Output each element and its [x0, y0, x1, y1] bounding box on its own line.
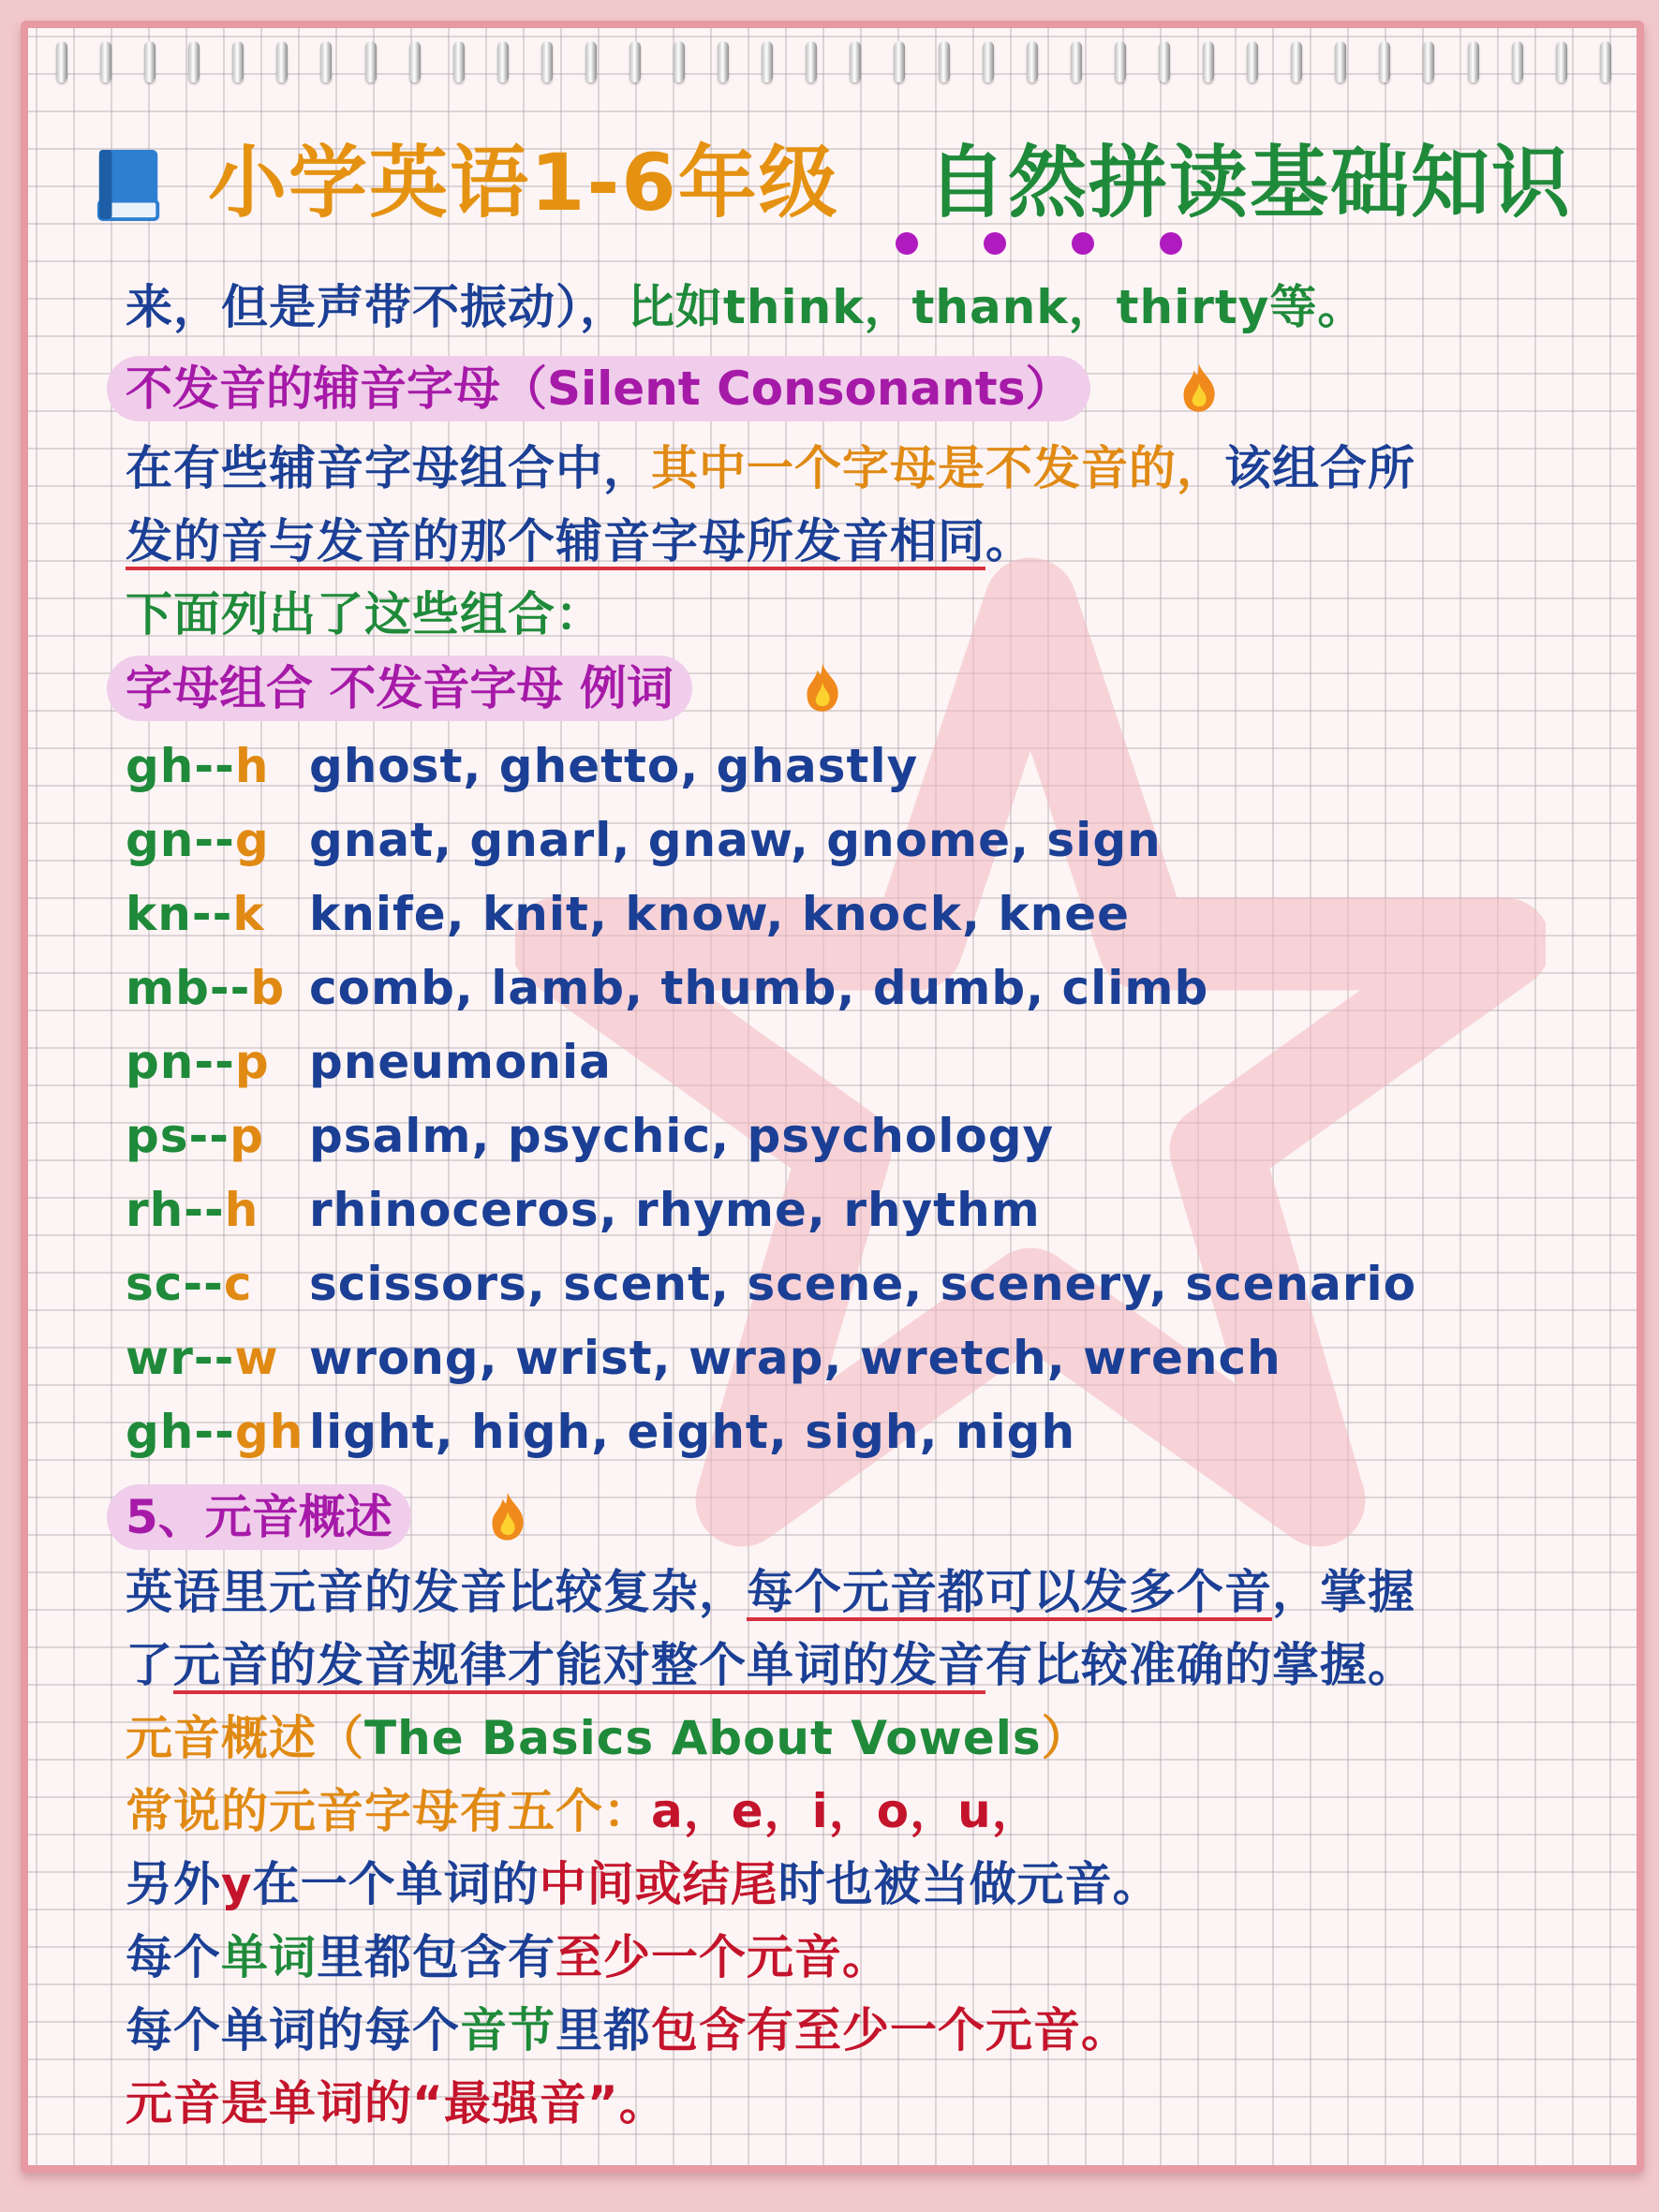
- title-grade: 小学英语1-6年级: [208, 137, 839, 229]
- letter-combination: gh--gh: [126, 1405, 304, 1459]
- list-item: [126, 880, 1130, 948]
- letter-combination: gn--g: [126, 813, 270, 867]
- list-item: [126, 1324, 1281, 1392]
- example-words: ghost, ghetto, ghastly: [309, 739, 919, 793]
- silent-letter: h: [224, 1183, 259, 1237]
- fire-icon: [802, 661, 843, 714]
- list-item: [126, 806, 1162, 874]
- y-vowel-line: 另外y在一个单词的中间或结尾时也被当做元音。: [126, 1857, 1161, 1911]
- letter-combination: kn--k: [126, 887, 265, 941]
- silent-consonants-heading: 不发音的辅音字母（Silent Consonants）: [107, 356, 1090, 421]
- letter-combination: rh--h: [126, 1183, 259, 1237]
- vowel-desc-line-1: 英语里元音的发音比较复杂，每个元音都可以发多个音，掌握: [126, 1565, 1415, 1619]
- vowel-heading: 5、元音概述: [107, 1484, 411, 1550]
- vowel-basics-line: 元音概述（The Basics About Vowels）: [126, 1711, 1089, 1765]
- list-item: [126, 732, 918, 800]
- silent-letter: p: [234, 1035, 270, 1089]
- silent-letter: p: [230, 1109, 264, 1163]
- notebook-page: [21, 21, 1644, 2173]
- fire-icon: [487, 1490, 528, 1542]
- vowel-desc-line-2: 了元音的发音规律才能对整个单词的发音有比较准确的掌握。: [126, 1638, 1415, 1692]
- list-item: [126, 1102, 1054, 1170]
- fire-icon: [1178, 361, 1220, 414]
- list-item: [126, 954, 1208, 1022]
- each-syllable-line: 每个单词的每个音节里都包含有至少一个元音。: [126, 2003, 1129, 2057]
- silent-letter: k: [232, 887, 265, 941]
- silent-letter: c: [223, 1257, 253, 1311]
- list-item: [126, 1028, 612, 1096]
- content: [28, 28, 1637, 2165]
- letter-combination: pn--p: [126, 1035, 270, 1089]
- letter-combination: ps--p: [126, 1109, 264, 1163]
- list-item: [126, 1250, 1416, 1318]
- example-words: light, high, eight, sigh, nigh: [309, 1405, 1076, 1459]
- example-words: psalm, psychic, psychology: [309, 1109, 1055, 1163]
- silent-desc-line-1: 在有些辅音字母组合中，其中一个字母是不发音的，该组合所: [126, 441, 1415, 495]
- table-header: 字母组合 不发音字母 例词: [107, 656, 692, 721]
- example-words: scissors, scent, scene, scenery, scenario: [309, 1257, 1417, 1311]
- example-words: knife, knit, know, knock, knee: [309, 887, 1131, 941]
- example-words: rhinoceros, rhyme, rhythm: [309, 1183, 1041, 1237]
- list-item: [126, 1398, 1075, 1466]
- example-words: pneumonia: [309, 1035, 612, 1089]
- silent-letter: h: [234, 739, 270, 793]
- silent-desc-line-2: 发的音与发音的那个辅音字母所发音相同。: [126, 514, 1033, 568]
- list-item: [126, 1176, 1041, 1244]
- silent-letter: g: [234, 813, 270, 867]
- letter-combination: gh--h: [126, 739, 270, 793]
- five-vowels-line: 常说的元音字母有五个：a，e，i，o，u，: [126, 1784, 1040, 1838]
- list-intro: 下面列出了这些组合：: [126, 587, 603, 641]
- letter-combination: mb--b: [126, 961, 286, 1015]
- example-words: gnat, gnarl, gnaw, gnome, sign: [309, 813, 1162, 867]
- strongest-sound-line: 元音是单词的“最强音”。: [126, 2076, 667, 2131]
- silent-letter: gh: [234, 1405, 304, 1459]
- intro-line: 来，但是声带不振动），比如think，thank，thirty等。: [126, 280, 1366, 334]
- silent-letter: w: [234, 1331, 279, 1385]
- each-word-line: 每个单词里都包含有至少一个元音。: [126, 1930, 890, 1984]
- letter-combination: sc--c: [126, 1257, 253, 1311]
- title-topic: 自然拼读基础知识: [927, 137, 1573, 229]
- silent-letter: b: [250, 961, 286, 1015]
- example-words: wrong, wrist, wrap, wretch, wrench: [309, 1331, 1281, 1385]
- example-words: comb, lamb, thumb, dumb, climb: [309, 961, 1209, 1015]
- letter-combination: wr--w: [126, 1331, 279, 1385]
